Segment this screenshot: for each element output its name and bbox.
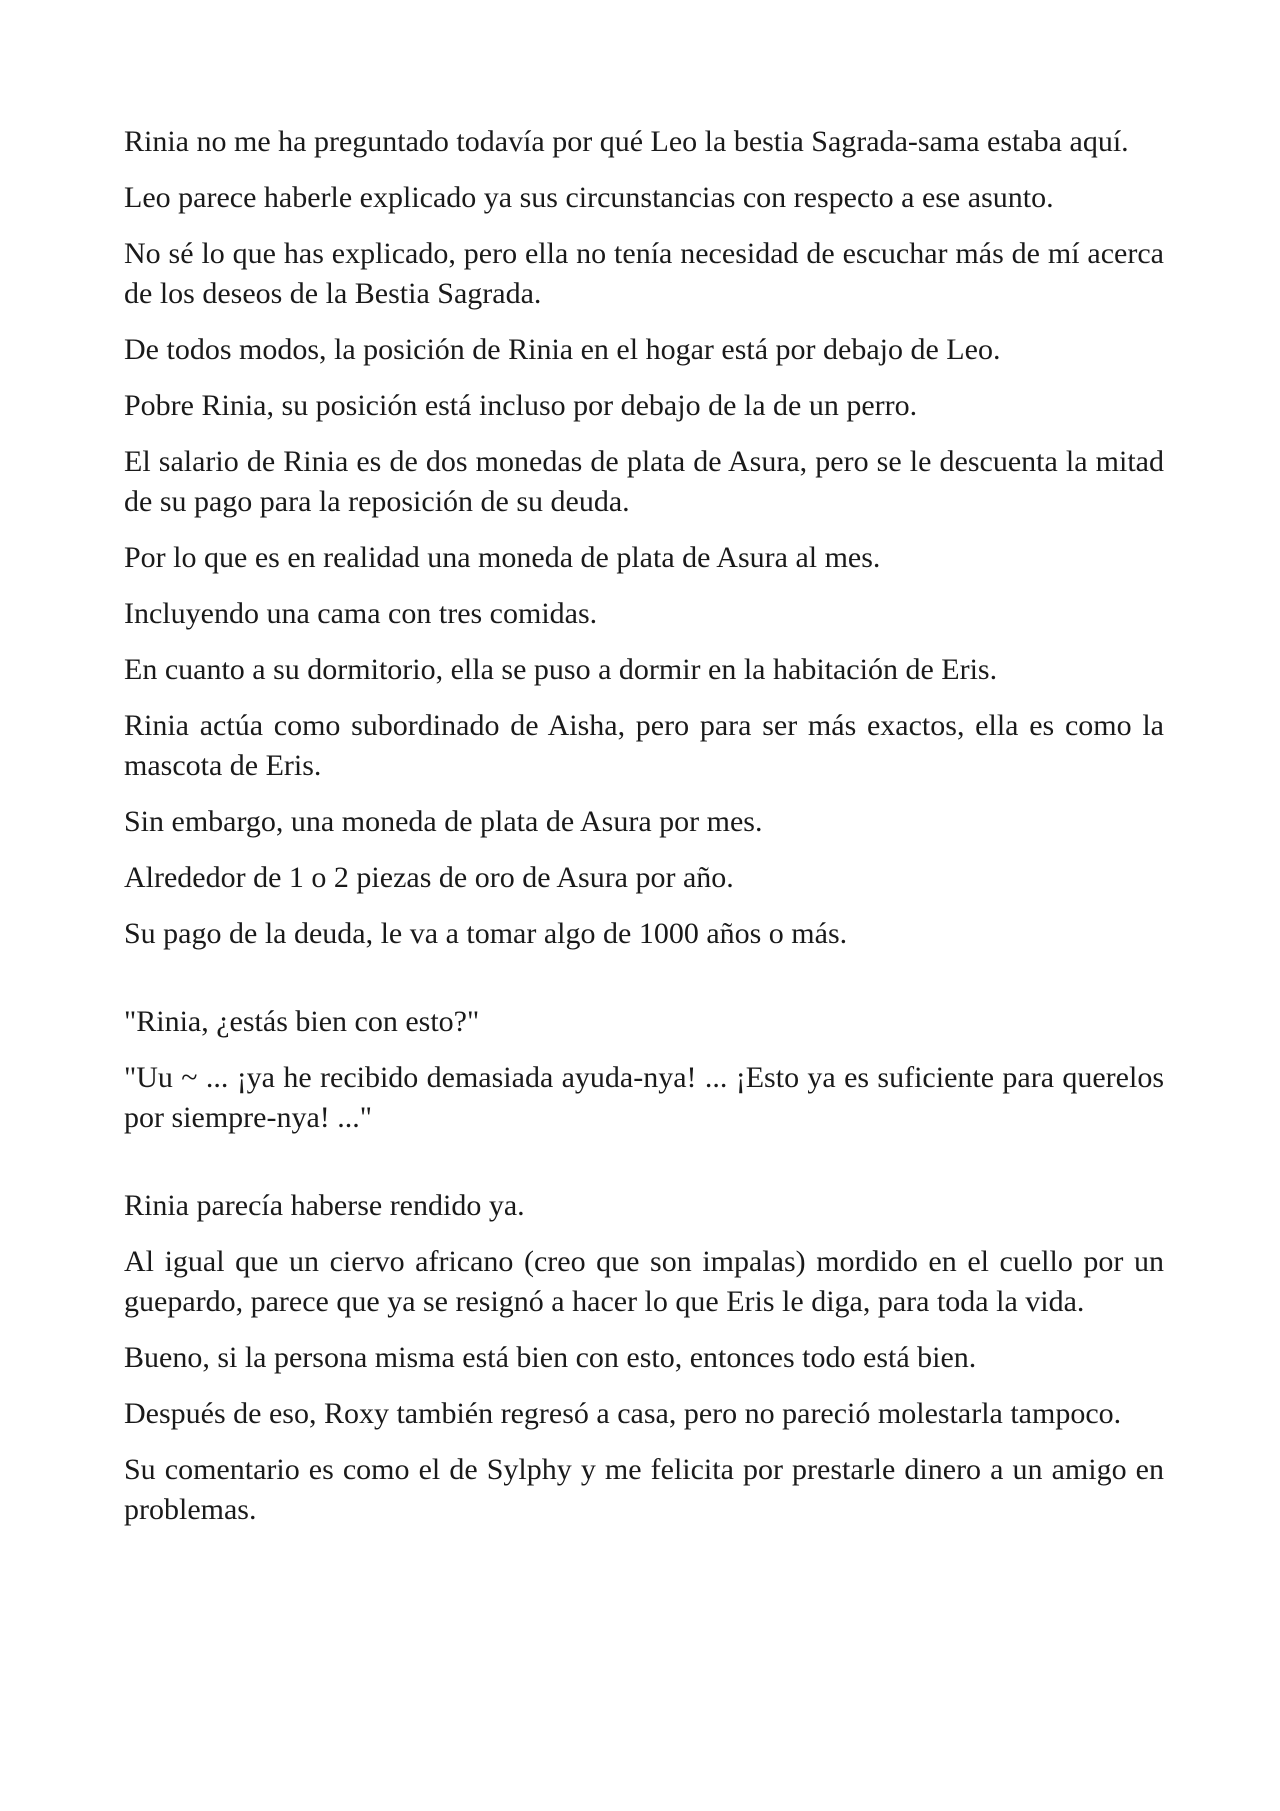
section-gap — [124, 970, 1164, 1002]
paragraph: Bueno, si la persona misma está bien con esto, entonces todo está bien. — [124, 1341, 977, 1374]
paragraph: Pobre Rinia, su posición está incluso por debajo de la de un perro. — [124, 389, 918, 422]
paragraph: Rinia actúa como subordinado de Aisha, pero para ser más exactos, ella es como la mascota de Eris. — [124, 709, 1164, 782]
paragraph: No sé lo que has explicado, pero ella no tenía necesidad de escuchar más de mí acerca de los deseos de la Bestia Sagrada. — [124, 237, 1164, 310]
document-page — [124, 122, 1164, 1546]
dialogue-line: "Rinia, ¿estás bien con esto?" — [124, 1005, 480, 1038]
paragraph: Alrededor de 1 o 2 piezas de oro de Asura por año. — [124, 861, 734, 894]
paragraph: Después de eso, Roxy también regresó a casa, pero no pareció molestarla tampoco. — [124, 1397, 1122, 1430]
paragraph: Al igual que un ciervo africano (creo que son impalas) mordido en el cuello por un guepardo, parece que ya se resignó a hacer lo que Eris le diga, para toda la vida. — [124, 1245, 1164, 1318]
paragraph: Incluyendo una cama con tres comidas. — [124, 597, 598, 630]
paragraph: Rinia no me ha preguntado todavía por qué Leo la bestia Sagrada-sama estaba aquí. — [124, 125, 1129, 158]
paragraph: De todos modos, la posición de Rinia en el hogar está por debajo de Leo. — [124, 333, 1001, 366]
paragraph: Su comentario es como el de Sylphy y me felicita por prestarle dinero a un amigo en problemas. — [124, 1453, 1164, 1526]
paragraph: Leo parece haberle explicado ya sus circunstancias con respecto a ese asunto. — [124, 181, 1054, 214]
paragraph: El salario de Rinia es de dos monedas de plata de Asura, pero se le descuenta la mitad de su pago para la reposición de su deuda. — [124, 445, 1164, 518]
dialogue-line: "Uu ~ ... ¡ya he recibido demasiada ayuda-nya! ... ¡Esto ya es suficiente para querelos por siempre-nya! ..." — [124, 1061, 1164, 1134]
paragraph: Su pago de la deuda, le va a tomar algo de 1000 años o más. — [124, 917, 848, 950]
paragraph: Por lo que es en realidad una moneda de plata de Asura al mes. — [124, 541, 881, 574]
paragraph: En cuanto a su dormitorio, ella se puso a dormir en la habitación de Eris. — [124, 653, 998, 686]
section-gap — [124, 1154, 1164, 1186]
paragraph: Sin embargo, una moneda de plata de Asura por mes. — [124, 805, 763, 838]
paragraph: Rinia parecía haberse rendido ya. — [124, 1189, 525, 1222]
